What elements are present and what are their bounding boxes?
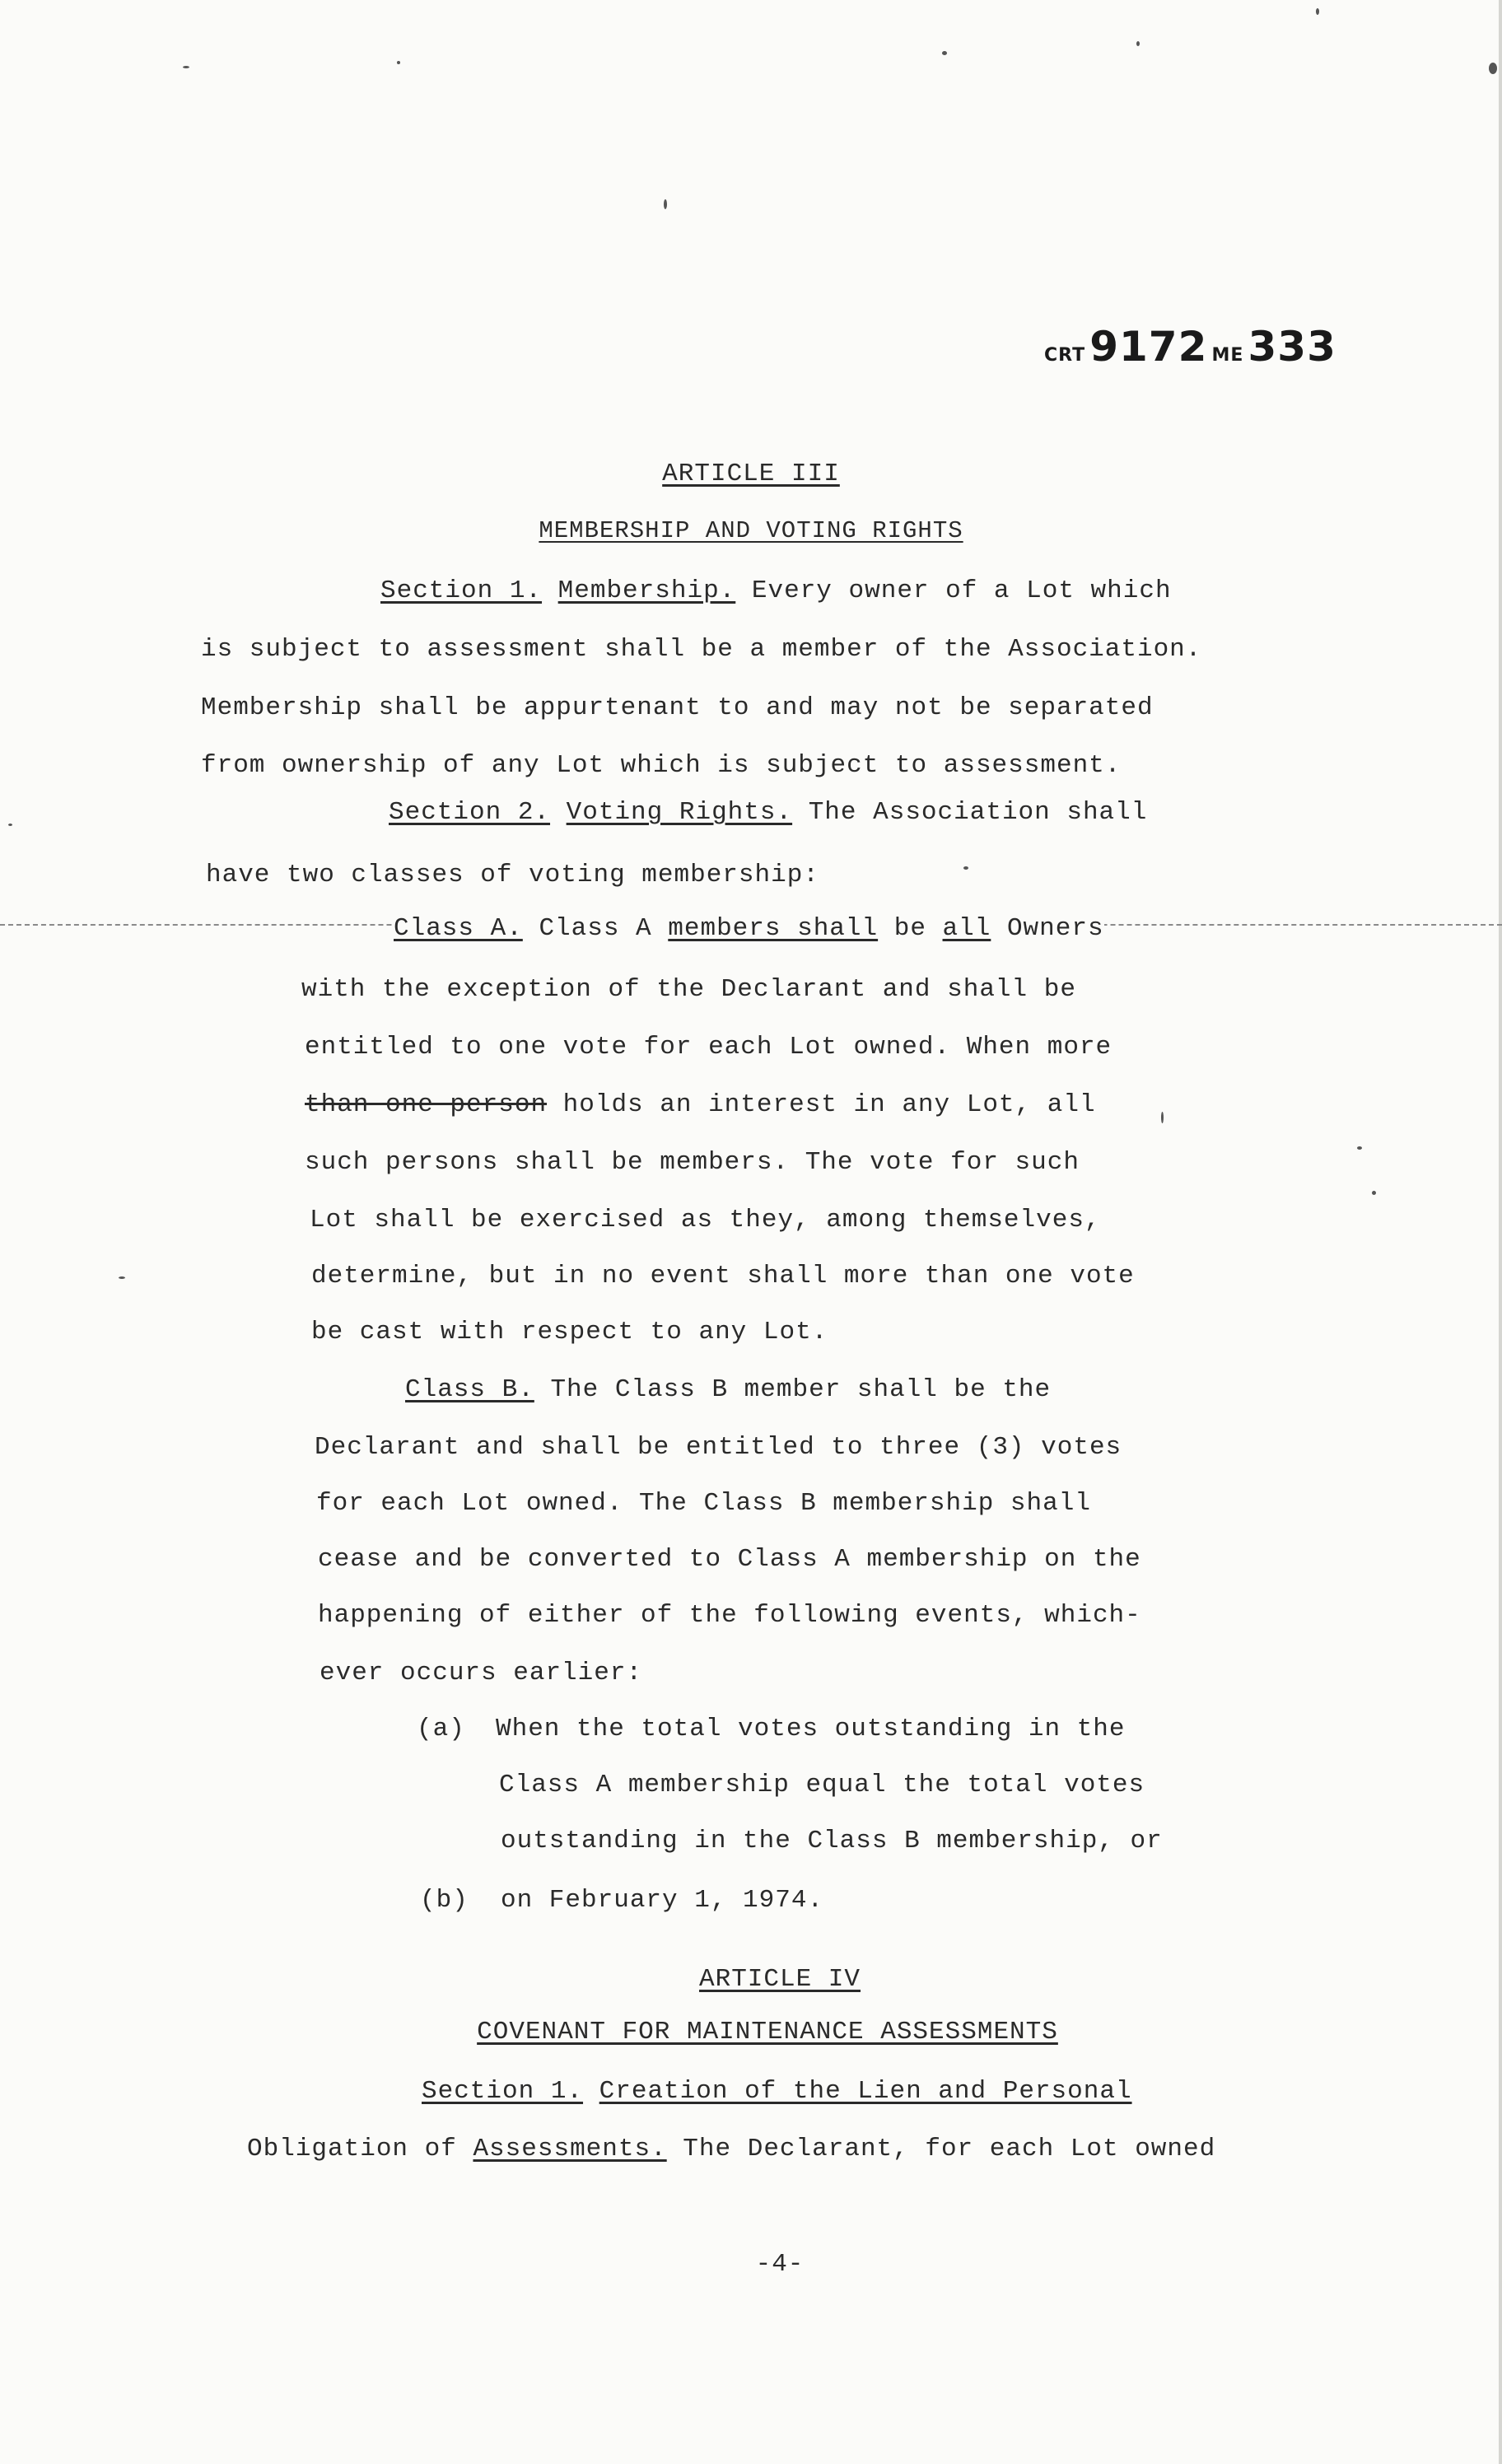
section-2-line-1 <box>389 796 1147 829</box>
section-1-line-2: is subject to assessment shall be a member of the Association. <box>201 635 1202 664</box>
book-number: 9172 <box>1089 323 1208 371</box>
page-prefix: ME <box>1211 345 1244 366</box>
scan-speck <box>1136 41 1140 46</box>
class-a-line-7: determine, but in no event shall more than one vote <box>311 1262 1135 1290</box>
scan-speck <box>942 51 947 55</box>
class-a-line-4-text: holds an interest in any Lot, all <box>547 1090 1096 1119</box>
class-a-text-2: members shall <box>668 914 879 943</box>
event-a-line-2: Class A membership equal the total votes <box>499 1771 1145 1799</box>
article-iv-line-2-text-3: The Declarant, for each Lot owned <box>666 2135 1216 2163</box>
article-iii-subheading: MEMBERSHIP AND VOTING RIGHTS <box>539 517 963 544</box>
scan-speck <box>664 199 667 209</box>
class-b-line-3: for each Lot owned. The Class B membership shall <box>316 1489 1091 1518</box>
page-reference-number: 333 <box>1248 323 1336 371</box>
section-1-line-1 <box>380 575 1172 608</box>
section-1-title: Membership. <box>557 576 736 605</box>
article-iv-section-1-line-1 <box>422 2075 1132 2108</box>
class-a-line-5: such persons shall be members. The vote for such <box>305 1148 1080 1177</box>
scan-speck <box>1489 63 1497 74</box>
event-b-line-1: on February 1, 1974. <box>501 1886 824 1915</box>
class-a-text-5: Owners <box>991 914 1104 943</box>
class-b-line-2: Declarant and shall be entitled to three (3) votes <box>315 1433 1122 1462</box>
article-iv-subheading: COVENANT FOR MAINTENANCE ASSESSMENTS <box>477 2018 1058 2046</box>
article-iii-heading: ARTICLE III <box>662 460 840 488</box>
page-edge-shadow <box>1499 0 1502 2464</box>
scan-speck <box>8 824 12 826</box>
scan-speck <box>963 866 968 870</box>
article-iv-heading: ARTICLE IV <box>698 1965 861 1994</box>
section-2-text: The Association shall <box>808 798 1148 827</box>
article-iv-line-2-text-1: Obligation of <box>247 2135 473 2163</box>
section-2-line-2: have two classes of voting membership: <box>206 861 819 889</box>
scan-speck <box>1316 8 1319 15</box>
event-b-label: (b) <box>420 1886 469 1915</box>
class-a-line-3: entitled to one vote for each Lot owned. When more <box>305 1033 1113 1062</box>
class-a-line-4-struck: than one person <box>305 1090 548 1119</box>
scan-speck <box>397 61 400 64</box>
class-a-label: Class A. <box>394 914 523 943</box>
scan-speck <box>1372 1191 1376 1195</box>
class-a-line-8: be cast with respect to any Lot. <box>311 1318 828 1346</box>
article-iv-section-1-line-2 <box>247 2133 1215 2166</box>
section-1-label: Section 1. <box>380 576 543 605</box>
event-a-line-3: outstanding in the Class B membership, or <box>501 1827 1163 1855</box>
class-a-line-2: with the exception of the Declarant and shall be <box>301 975 1076 1004</box>
class-b-line-1 <box>405 1374 1051 1407</box>
article-iv-subheading-wrap <box>0 2016 1502 2049</box>
class-a-text-4: all <box>942 914 991 943</box>
scan-speck <box>1357 1146 1362 1150</box>
class-b-line-4: cease and be converted to Class A membership on the <box>318 1545 1141 1574</box>
class-a-text-3: be <box>878 914 943 943</box>
scan-speck <box>183 66 189 68</box>
class-a-line-1 <box>394 912 1104 945</box>
article-iv-line-2-text-2: Assessments. <box>473 2135 667 2163</box>
article-iv-section-1-label: Section 1. <box>422 2077 584 2106</box>
event-a-label: (a) <box>417 1715 465 1743</box>
section-2-title: Voting Rights. <box>566 798 793 827</box>
section-1-text: Every owner of a Lot which <box>751 576 1172 605</box>
class-b-line-6: ever occurs earlier: <box>320 1659 643 1687</box>
book-prefix: CRT <box>1044 345 1086 366</box>
class-b-label: Class B. <box>405 1375 534 1404</box>
section-2-label: Section 2. <box>389 798 551 827</box>
recording-stamp <box>1044 323 1336 371</box>
section-1-line-3: Membership shall be appurtenant to and may not be separated <box>201 693 1154 722</box>
class-a-line-4 <box>305 1089 1096 1122</box>
article-iv-section-1-title: Creation of the Lien and Personal <box>599 2077 1132 2106</box>
class-b-line-5: happening of either of the following events, which- <box>318 1601 1141 1630</box>
scan-speck <box>1161 1112 1164 1123</box>
class-b-text: The Class B member shall be the <box>550 1375 1052 1404</box>
section-1-line-4: from ownership of any Lot which is subject to assessment. <box>201 751 1122 780</box>
event-a-line-1: When the total votes outstanding in the <box>496 1715 1126 1743</box>
class-a-line-6: Lot shall be exercised as they, among themselves, <box>310 1206 1101 1234</box>
class-a-text-1: Class A <box>539 914 669 943</box>
page-number: -4- <box>755 2250 805 2279</box>
scan-speck <box>119 1276 125 1279</box>
